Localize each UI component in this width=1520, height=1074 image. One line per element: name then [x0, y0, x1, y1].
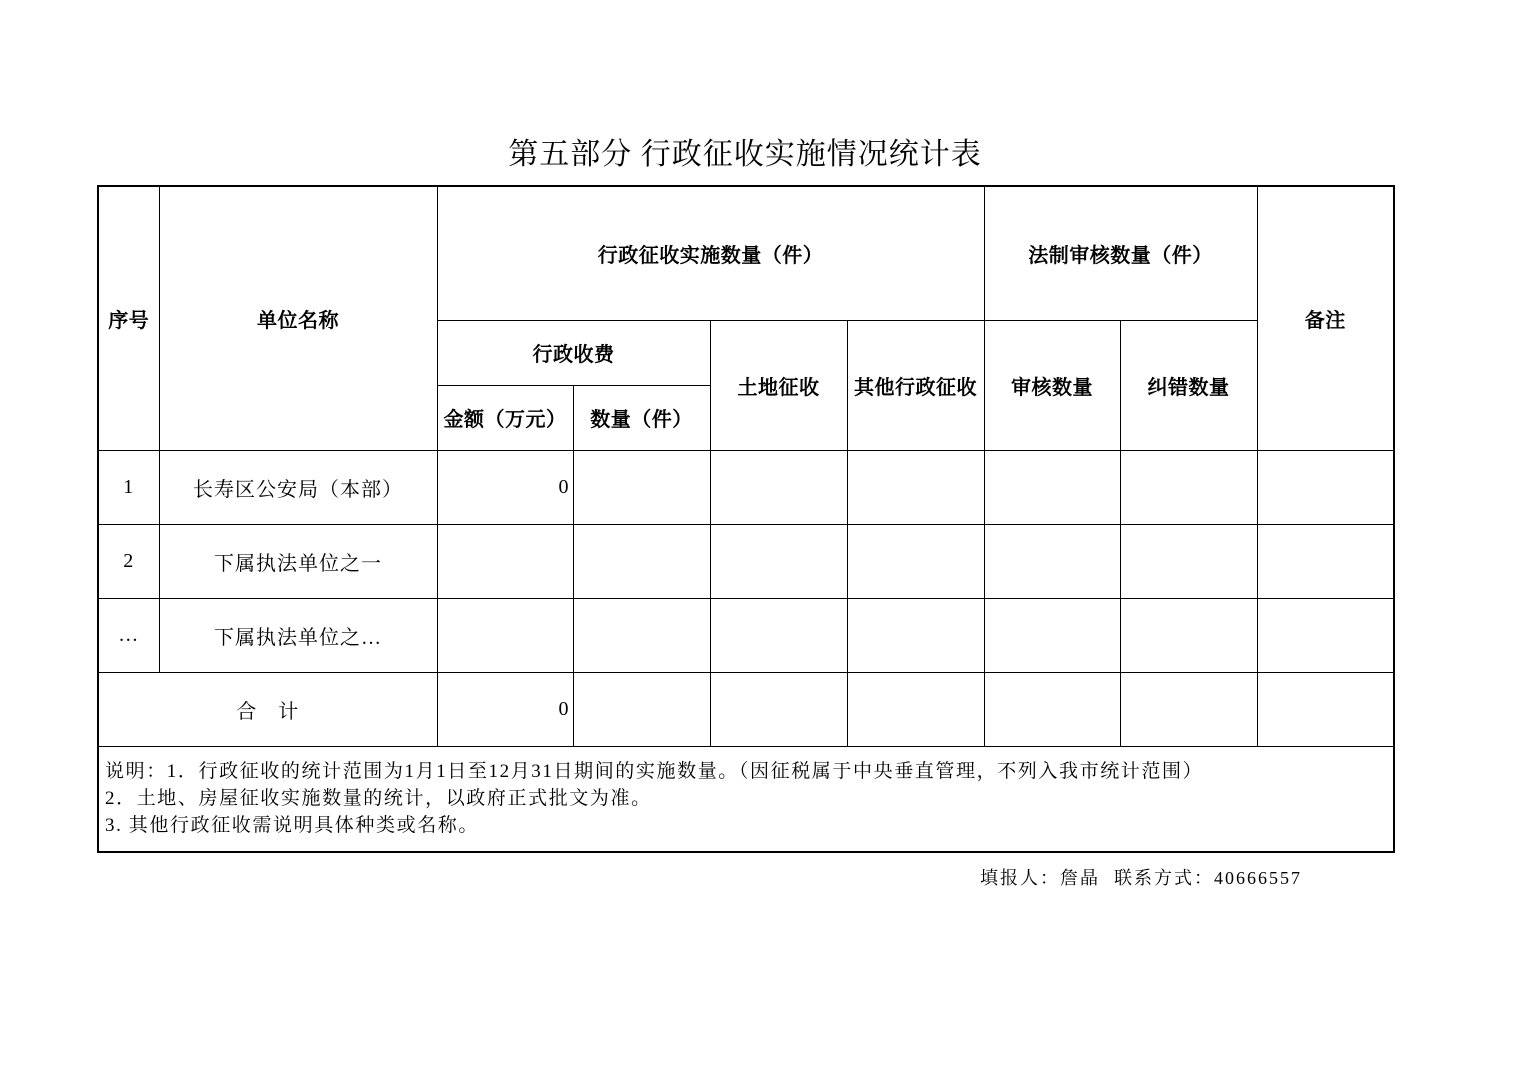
header-quantity: 数量（件）	[573, 385, 710, 450]
reporter-name: 詹晶	[1060, 868, 1100, 888]
table-row	[98, 598, 1394, 672]
header-admin-fees: 行政收费	[437, 320, 710, 385]
cell-seq: 1	[98, 450, 159, 524]
note-line-3: 3. 其他行政征收需说明具体种类或名称。	[105, 814, 480, 836]
page-title: 第五部分 行政征收实施情况统计表	[508, 138, 982, 171]
cell-quantity	[573, 598, 710, 672]
notes-cell	[98, 746, 1394, 852]
cell-quantity	[573, 524, 710, 598]
cell-seq: …	[98, 598, 159, 672]
cell-seq: 2	[98, 524, 159, 598]
cell-remarks	[1257, 524, 1394, 598]
total-correction-count	[1120, 672, 1257, 746]
cell-remarks	[1257, 598, 1394, 672]
cell-quantity	[573, 450, 710, 524]
note-line-2: 2．土地、房屋征收实施数量的统计，以政府正式批文为准。	[105, 787, 652, 809]
total-quantity	[573, 672, 710, 746]
table-row	[98, 524, 1394, 598]
total-remarks	[1257, 672, 1394, 746]
total-land-collection	[710, 672, 847, 746]
header-seq: 序号	[98, 186, 159, 450]
cell-unit-name: 长寿区公安局（本部）	[159, 450, 437, 524]
header-collection-count: 行政征收实施数量（件）	[437, 186, 984, 320]
cell-correction-count	[1120, 450, 1257, 524]
notes-row	[98, 746, 1394, 852]
header-amount: 金额（万元）	[437, 385, 573, 450]
cell-other-collection	[847, 524, 984, 598]
header-review-count: 审核数量	[984, 320, 1120, 450]
header-legal-review-count: 法制审核数量（件）	[984, 186, 1257, 320]
header-row	[98, 186, 1394, 320]
cell-other-collection	[847, 598, 984, 672]
cell-unit-name: 下属执法单位之一	[159, 524, 437, 598]
header-correction-count: 纠错数量	[1120, 320, 1257, 450]
reporter-label: 填报人：	[980, 868, 1060, 888]
total-row	[98, 672, 1394, 746]
cell-review-count	[984, 598, 1120, 672]
cell-unit-name: 下属执法单位之…	[159, 598, 437, 672]
contact-number: 40666557	[1214, 868, 1302, 888]
total-label: 合 计	[98, 672, 437, 746]
cell-correction-count	[1120, 598, 1257, 672]
cell-review-count	[984, 450, 1120, 524]
header-other-collection: 其他行政征收	[847, 320, 984, 450]
header-unit-name: 单位名称	[159, 186, 437, 450]
cell-land-collection	[710, 524, 847, 598]
cell-amount	[437, 524, 573, 598]
cell-review-count	[984, 524, 1120, 598]
header-remarks: 备注	[1257, 186, 1394, 450]
statistics-table	[97, 185, 1395, 853]
cell-other-collection	[847, 450, 984, 524]
cell-amount: 0	[437, 450, 573, 524]
cell-land-collection	[710, 450, 847, 524]
footer-contact	[980, 865, 1302, 891]
total-review-count	[984, 672, 1120, 746]
cell-land-collection	[710, 598, 847, 672]
note-line-1: 说明：1．行政征收的统计范围为1月1日至12月31日期间的实施数量。（因征税属于中央垂直管理，不列入我市统计范围）	[105, 760, 1204, 782]
cell-amount	[437, 598, 573, 672]
contact-label: 联系方式：	[1114, 868, 1214, 888]
table-row	[98, 450, 1394, 524]
header-land-collection: 土地征收	[710, 320, 847, 450]
cell-remarks	[1257, 450, 1394, 524]
total-other-collection	[847, 672, 984, 746]
total-amount: 0	[437, 672, 573, 746]
table-body	[98, 450, 1394, 852]
cell-correction-count	[1120, 524, 1257, 598]
table-header	[98, 186, 1394, 450]
